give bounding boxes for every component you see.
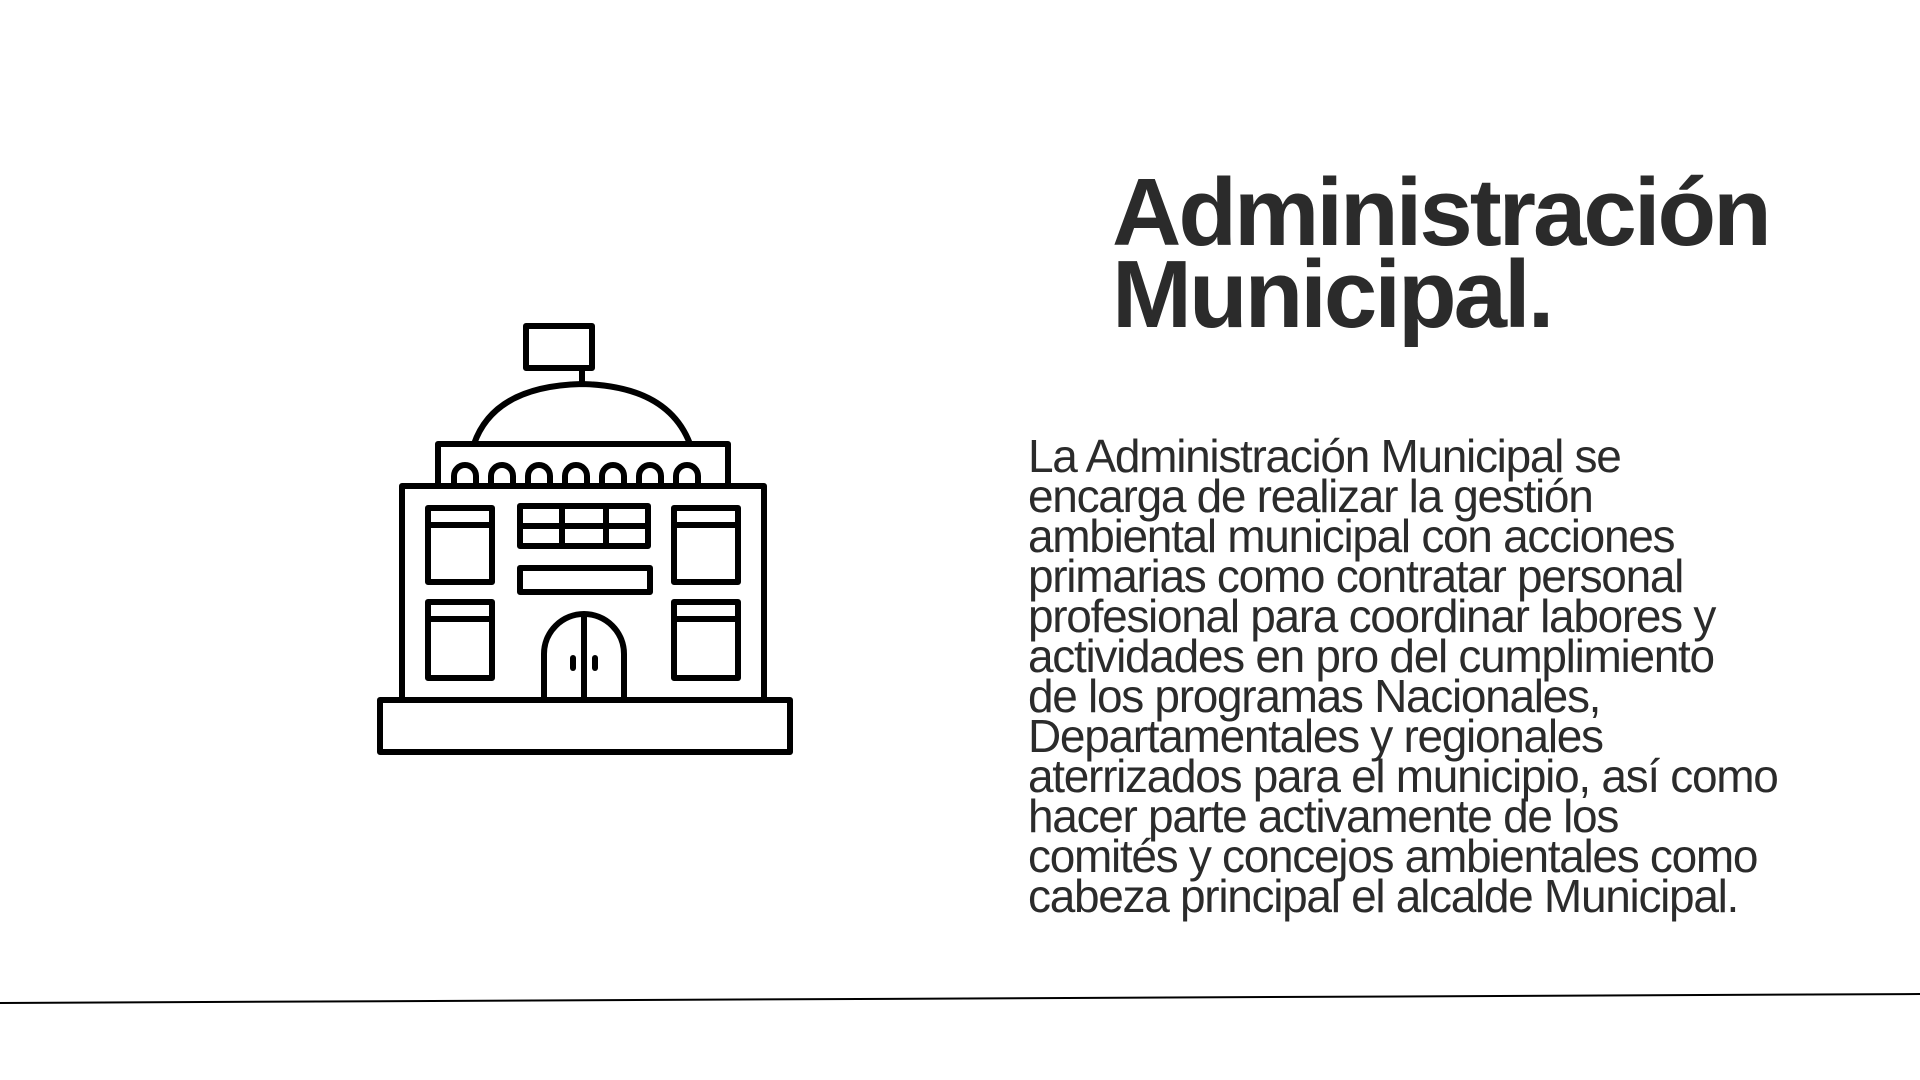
- description-paragraph: [1028, 430, 1888, 922]
- paragraph-line: profesional para coordinar labores y: [1028, 590, 1716, 642]
- paragraph-line: Departamentales y regionales: [1028, 710, 1603, 762]
- paragraph-line: aterrizados para el municipio, así como: [1028, 750, 1778, 802]
- paragraph-line: actividades en pro del cumplimiento: [1028, 630, 1714, 682]
- footer-divider: [0, 990, 1920, 1006]
- town-hall-building-icon: [376, 322, 794, 760]
- paragraph-line: hacer parte activamente de los: [1028, 790, 1619, 842]
- paragraph-line: La Administración Municipal se: [1028, 430, 1621, 482]
- title-line: Administración: [1112, 159, 1769, 266]
- title-line: Municipal.: [1112, 241, 1552, 348]
- page-title: [1112, 159, 1872, 348]
- paragraph-line: ambiental municipal con acciones: [1028, 510, 1675, 562]
- paragraph-line: cabeza principal el alcalde Municipal.: [1028, 870, 1739, 922]
- paragraph-line: de los programas Nacionales,: [1028, 670, 1601, 722]
- paragraph-line: primarias como contratar personal: [1028, 550, 1684, 602]
- paragraph-line: comités y concejos ambientales como: [1028, 830, 1758, 882]
- paragraph-line: encarga de realizar la gestión: [1028, 470, 1593, 522]
